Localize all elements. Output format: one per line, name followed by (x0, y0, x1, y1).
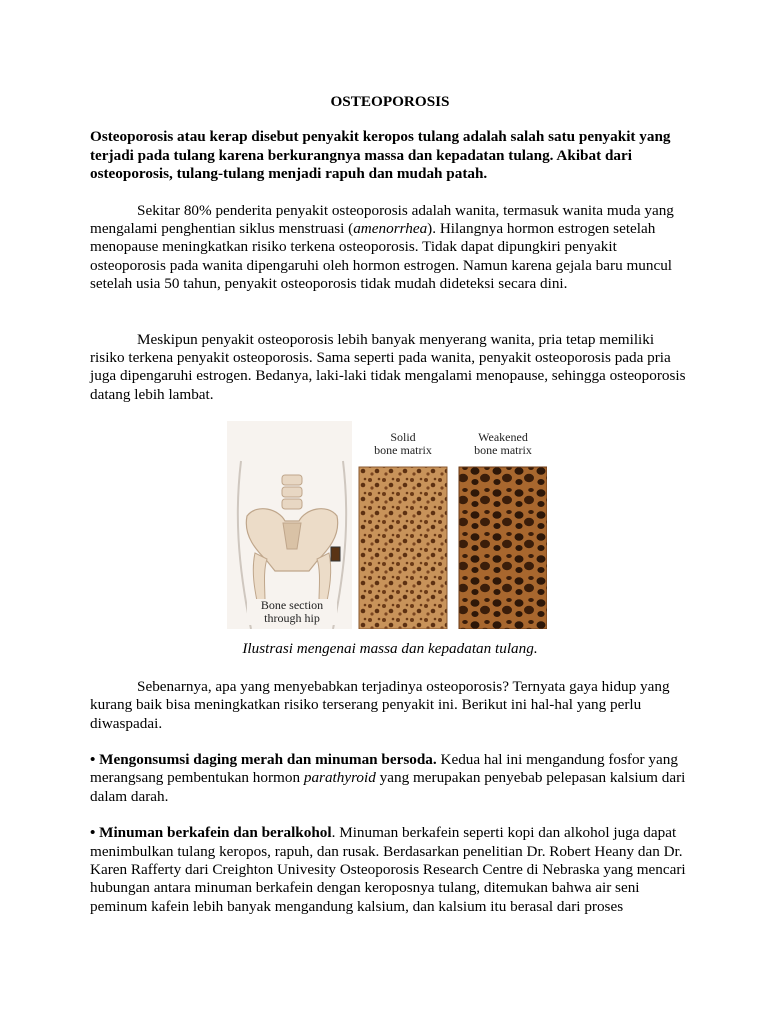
bullet-1-text-b: yang merupakan penyebab pelepasan kalsium dari dalam darah. (90, 769, 686, 805)
hip-label (247, 599, 337, 625)
hip-label-line-2: through hip (264, 611, 320, 626)
bullet-2 (90, 824, 690, 916)
solid-label-line-2: bone matrix (374, 443, 432, 458)
weakened-label-line-2: bone matrix (474, 443, 532, 458)
solid-label-line-1: Solid (390, 430, 416, 445)
bullet-2-text: . Minuman berkafein seperti kopi dan alkohol juga dapat menimbulkan tulang keropos, rapuh, dan rusak. Berdasarkan penelitian Dr. Robert Heany dan Dr. Karen Rafferty dari Creighton Univesity Osteoporosis Research Centre di Nebraska yang mencari hubungan antara minuman berkafein dengan keroposnya tulang, ditemukan bahwa air seni peminum kafein lebih banyak mengandung kalsium, dan kalsium itu berasal dari proses (90, 824, 686, 915)
paragraph-2: Meskipun penyakit osteoporosis lebih banyak menyerang wanita, pria tetap memiliki risiko terkena penyakit osteoporosis. Sama seperti pada wanita, penyakit osteoporosis pada pria juga dipengaruhi estrogen. Bedanya, laki-laki tidak mengalami menopause, sehingga osteoporosis datang lebih lambat. (90, 330, 686, 403)
paragraph-3: Sebenarnya, apa yang menyebabkan terjadinya osteoporosis? Ternyata gaya hidup yang kurang baik bisa meningkatkan risiko terserang penyakit ini. Berikut ini hal-hal yang perlu diwaspadai. (90, 677, 670, 732)
solid-label (363, 431, 443, 457)
figure-caption: Ilustrasi mengenai massa dan kepadatan tulang. (242, 640, 538, 658)
paragraph-1-text-b: ). Hilangnya hormon estrogen setelah menopause meningkatkan risiko terkena osteoporosis. Tidak dapat dipungkiri penyakit osteoporosis pada wanita dipengaruhi oleh hormon estrogen. Namun karena gejala baru muncul setelah usia 50 tahun, penyakit osteoporosis tidak mudah dideteksi secara dini. (90, 220, 673, 293)
bullet-1 (90, 751, 690, 806)
lead-paragraph: Osteoporosis atau kerap disebut penyakit keropos tulang adalah salah satu penyakit yang terjadi pada tulang karena berkurangnya massa dan kepadatan tulang. Akibat dari osteoporosis, tulang-tulang menjadi rapuh dan mudah patah. (90, 128, 671, 183)
bullet-2-heading: • Minuman berkafein dan beralkohol (90, 824, 332, 842)
bullet-1-term: parathyroid (303, 769, 376, 787)
paragraph-1-term: amenorrhea (353, 220, 428, 238)
hip-label-line-1: Bone section (260, 598, 324, 613)
weakened-bone-sample (459, 467, 547, 629)
paragraph-1-text-a: Sekitar 80% penderita penyakit osteoporosis adalah wanita, termasuk wanita muda yang mengalami penghentian siklus menstruasi ( (90, 201, 674, 238)
document-body (90, 93, 690, 916)
bullet-1-text-a: Kedua hal ini mengandung fosfor yang merangsang pembentukan hormon (90, 750, 678, 787)
weakened-label-line-1: Weakened (478, 430, 528, 445)
bone-illustration (227, 421, 547, 629)
document-title: OSTEOPOROSIS (330, 93, 450, 110)
bone-section-marker (331, 547, 340, 561)
weakened-label (463, 431, 543, 457)
femur-left (253, 553, 267, 601)
paragraph-1 (90, 202, 690, 294)
bullet-1-heading: • Mengonsumsi daging merah dan minuman bersoda. (90, 750, 437, 768)
femur-right (317, 553, 331, 601)
spine-shape (282, 475, 302, 509)
solid-bone-sample (359, 467, 447, 629)
